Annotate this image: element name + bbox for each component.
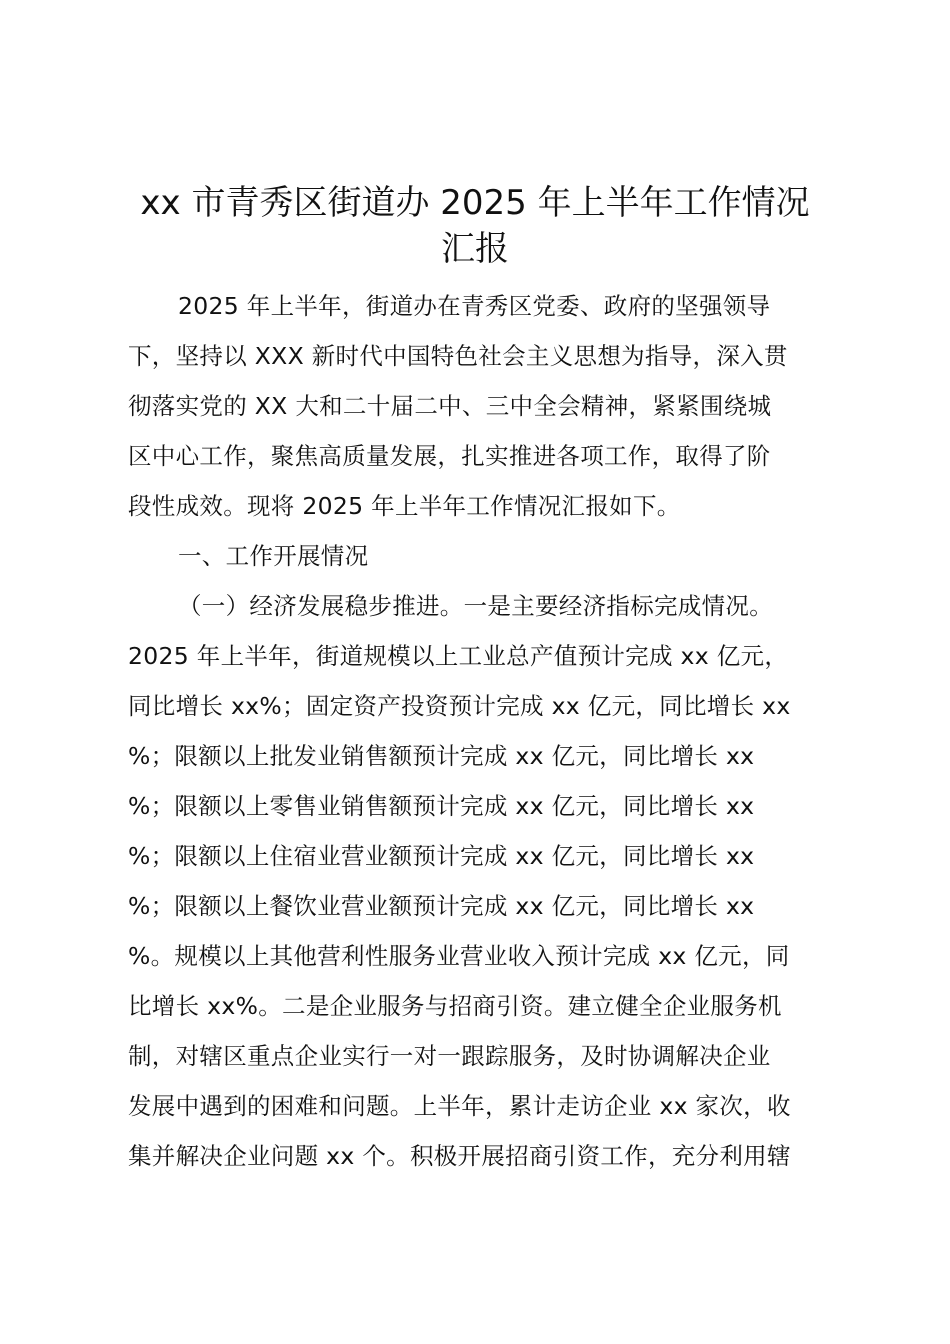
- paragraph-line: 段性成效。现将 2025 年上半年工作情况汇报如下。: [128, 492, 681, 520]
- paragraph-line: 同比增长 xx%；固定资产投资预计完成 xx 亿元，同比增长 xx: [128, 692, 791, 720]
- paragraph-line: 下，坚持以 XXX 新时代中国特色社会主义思想为指导，深入贯: [128, 342, 788, 370]
- paragraph-line: （一）经济发展稳步推进。一是主要经济指标完成情况。: [178, 592, 773, 620]
- title-line-1: xx 市青秀区街道办 2025 年上半年工作情况: [140, 183, 810, 223]
- paragraph-line: %；限额以上零售业销售额预计完成 xx 亿元，同比增长 xx: [128, 792, 755, 820]
- paragraph-line: 区中心工作，聚焦高质量发展，扎实推进各项工作，取得了阶: [128, 442, 771, 470]
- paragraph-line: 彻落实党的 XX 大和二十届二中、三中全会精神，紧紧围绕城: [128, 392, 772, 420]
- paragraph-line: %。规模以上其他营利性服务业营业收入预计完成 xx 亿元，同: [128, 942, 790, 970]
- paragraph-line: %；限额以上批发业销售额预计完成 xx 亿元，同比增长 xx: [128, 742, 755, 770]
- paragraph-line: %；限额以上住宿业营业额预计完成 xx 亿元，同比增长 xx: [128, 842, 755, 870]
- paragraph-line: 2025 年上半年，街道规模以上工业总产值预计完成 xx 亿元，: [128, 642, 789, 670]
- paragraph-line: 2025 年上半年，街道办在青秀区党委、政府的坚强领导: [178, 292, 771, 320]
- paragraph-line: 发展中遇到的困难和问题。上半年，累计走访企业 xx 家次，收: [128, 1092, 791, 1120]
- title-line-2: 汇报: [441, 229, 509, 269]
- paragraph-line: 比增长 xx%。二是企业服务与招商引资。建立健全企业服务机: [128, 992, 782, 1020]
- paragraph-line: 制，对辖区重点企业实行一对一跟踪服务，及时协调解决企业: [128, 1042, 771, 1070]
- document-body: [128, 281, 840, 1181]
- document-title: [100, 180, 850, 272]
- paragraph-line: 集并解决企业问题 xx 个。积极开展招商引资工作，充分利用辖: [128, 1142, 791, 1170]
- paragraph-line: %；限额以上餐饮业营业额预计完成 xx 亿元，同比增长 xx: [128, 892, 755, 920]
- section-heading: 一、工作开展情况: [178, 542, 369, 570]
